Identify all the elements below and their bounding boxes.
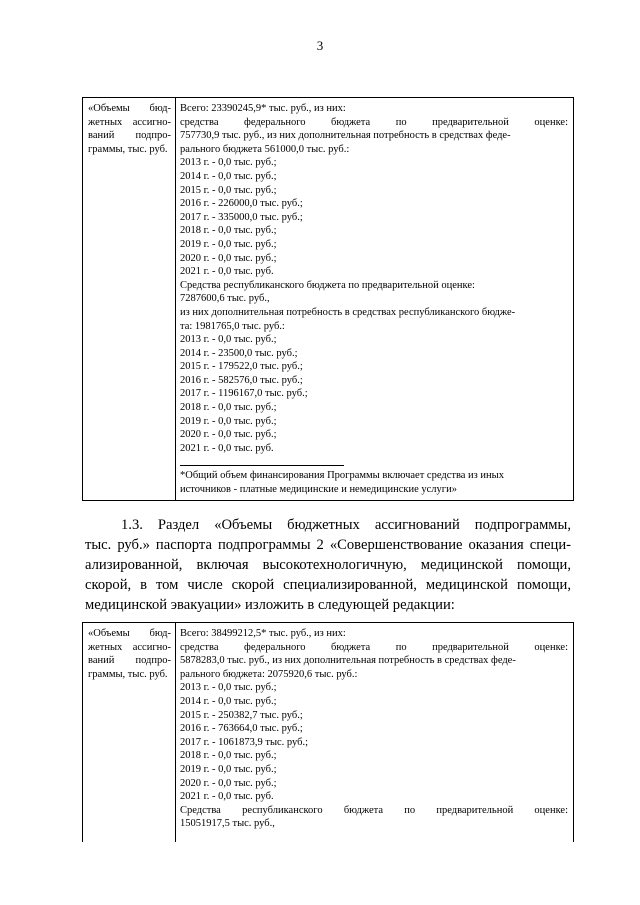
footnote-divider <box>180 465 344 466</box>
funding-table-2-label <box>83 623 176 842</box>
detail-line: 2013 г. - 0,0 тыс. руб.; <box>180 334 277 346</box>
detail-line: 2014 г. - 23500,0 тыс. руб.; <box>180 347 298 359</box>
detail-line: 2015 г. - 179522,0 тыс. руб.; <box>180 361 303 373</box>
paragraph-line: медицинской эвакуации» изложить в следующей редакции: <box>85 597 455 613</box>
detail-line: Средства республиканского бюджета по предварительной оценке: <box>180 279 475 291</box>
detail-line: 2017 г. - 1196167,0 тыс. руб.; <box>180 388 308 400</box>
detail-line: из них дополнительная потребность в средствах республиканского бюдже- <box>180 306 516 318</box>
footnote-line: источников - платные медицинские и немедицинские услуги» <box>180 484 457 496</box>
paragraph-line: ализированной, включая высокотехнологичную, медицинской помощи, <box>85 557 571 573</box>
label-line: жетных ассигно- <box>88 641 171 653</box>
detail-line: 2020 г. - 0,0 тыс. руб.; <box>180 429 277 441</box>
detail-line: средства федерального бюджета по предварительной оценке: <box>180 116 568 128</box>
paragraph-line: тыс. руб.» паспорта подпрограммы 2 «Совершенствование оказания специ- <box>85 537 571 553</box>
detail-line: 2013 г. - 0,0 тыс. руб.; <box>180 157 277 169</box>
detail-line: 2019 г. - 0,0 тыс. руб.; <box>180 763 277 775</box>
detail-line: Средства республиканского бюджета по предварительной оценке: <box>180 804 568 816</box>
label-line: ваний подпро- <box>88 130 171 142</box>
detail-line: рального бюджета 561000,0 тыс. руб.: <box>180 143 350 155</box>
label-line: граммы, тыс. руб. <box>88 668 168 680</box>
detail-line: 2018 г. - 0,0 тыс. руб.; <box>180 750 277 762</box>
paragraph-line: скорой, в том числе скорой специализированной, медицинской помощи, <box>85 577 571 593</box>
detail-line: 2019 г. - 0,0 тыс. руб.; <box>180 415 277 427</box>
detail-line: 2014 г. - 0,0 тыс. руб.; <box>180 695 277 707</box>
detail-line: 2021 г. - 0,0 тыс. руб. <box>180 791 274 803</box>
detail-line: 2016 г. - 582576,0 тыс. руб.; <box>180 374 303 386</box>
detail-line: та: 1981765,0 тыс. руб.: <box>180 320 285 332</box>
funding-table-1 <box>82 97 574 501</box>
detail-line: 2018 г. - 0,0 тыс. руб.; <box>180 225 277 237</box>
detail-line: 2017 г. - 335000,0 тыс. руб.; <box>180 211 303 223</box>
amendment-paragraph <box>85 515 571 615</box>
label-line: граммы, тыс. руб. <box>88 143 168 155</box>
detail-line: 7287600,6 тыс. руб., <box>180 293 270 305</box>
detail-line: 2020 г. - 0,0 тыс. руб.; <box>180 777 277 789</box>
detail-line: 2016 г. - 763664,0 тыс. руб.; <box>180 723 303 735</box>
detail-line: 2017 г. - 1061873,9 тыс. руб.; <box>180 736 309 748</box>
footnote-line: *Общий объем финансирования Программы включает средства из иных <box>180 470 504 482</box>
detail-line: Всего: 38499212,5* тыс. руб., из них: <box>180 628 346 639</box>
detail-line: 15051917,5 тыс. руб., <box>180 818 275 830</box>
detail-line: 2014 г. - 0,0 тыс. руб.; <box>180 170 277 182</box>
detail-line: 5878283,0 тыс. руб., из них дополнительная потребность в средствах феде- <box>180 655 516 667</box>
detail-line: 2015 г. - 250382,7 тыс. руб.; <box>180 709 303 721</box>
detail-line: 2015 г. - 0,0 тыс. руб.; <box>180 184 277 196</box>
paragraph-line: 1.3. Раздел «Объемы бюджетных ассигнований подпрограммы, <box>121 517 571 533</box>
label-line: ваний подпро- <box>88 655 171 667</box>
detail-line: 2013 г. - 0,0 тыс. руб.; <box>180 682 277 694</box>
funding-table-2-details <box>176 623 573 842</box>
detail-line: Всего: 23390245,9* тыс. руб., из них: <box>180 103 346 114</box>
detail-line: 2019 г. - 0,0 тыс. руб.; <box>180 238 277 250</box>
funding-table-2 <box>82 622 574 842</box>
detail-line: 2021 г. - 0,0 тыс. руб. <box>180 266 274 278</box>
detail-line: 2016 г. - 226000,0 тыс. руб.; <box>180 198 303 210</box>
page-number: 3 <box>316 38 324 53</box>
funding-table-1-details <box>176 98 573 500</box>
detail-line: средства федерального бюджета по предварительной оценке: <box>180 641 568 653</box>
detail-line: 2020 г. - 0,0 тыс. руб.; <box>180 252 277 264</box>
detail-line: 757730,9 тыс. руб., из них дополнительная потребность в средствах феде- <box>180 130 511 142</box>
detail-line: 2021 г. - 0,0 тыс. руб. <box>180 442 274 454</box>
label-line: «Объемы бюд- <box>88 628 171 639</box>
detail-line: рального бюджета: 2075920,6 тыс. руб.: <box>180 668 358 680</box>
label-line: жетных ассигно- <box>88 116 171 128</box>
funding-table-1-label <box>83 98 176 500</box>
detail-line: 2018 г. - 0,0 тыс. руб.; <box>180 402 277 414</box>
label-line: «Объемы бюд- <box>88 103 171 114</box>
